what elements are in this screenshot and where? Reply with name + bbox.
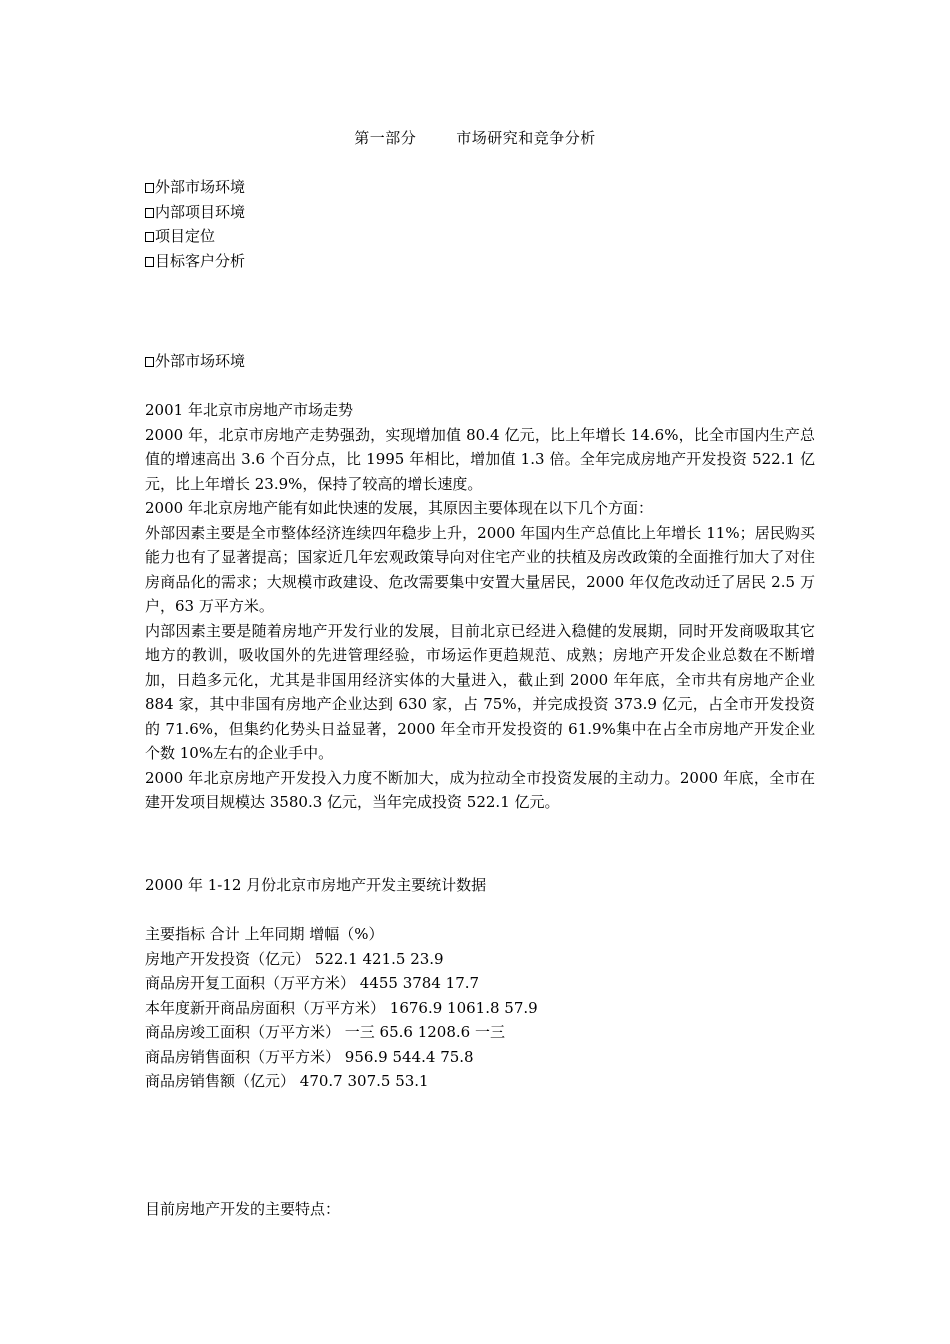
subheading: 2001 年北京市房地产市场走势 <box>145 401 353 419</box>
stats-row: 本年度新开商品房面积（万平方米） 1676.9 1061.8 57.9 <box>145 998 538 1017</box>
stats-title: 2000 年 1-12 月份北京市房地产开发主要统计数据 <box>145 876 487 894</box>
checkbox-icon <box>145 232 154 242</box>
title-name: 市场研究和竞争分析 <box>456 129 596 147</box>
stats-header: 主要指标 合计 上年同期 增幅（%） <box>145 925 384 943</box>
paragraph: 2000 年，北京市房地产走势强劲，实现增加值 80.4 亿元，比上年增长 14.6%，比全市国内生产总值的增速高出 3.6 个百分点，比 1995 年相比，增加值 1.3 倍。全年完成房地产开发投资 522.1 亿元，比上年增长 23.9%，保持了较高的增长速度。 <box>145 425 815 493</box>
stats-row: 商品房竣工面积（万平方米） 一三 65.6 1208.6 一三 <box>145 1023 505 1041</box>
title-part: 第一部分 <box>354 129 417 147</box>
checkbox-icon <box>145 357 154 367</box>
toc-item: 项目定位 <box>145 224 815 249</box>
checkbox-icon <box>145 208 154 218</box>
paragraph: 2000 年北京房地产开发投入力度不断加大，成为拉动全市投资发展的主动力。2000 年底，全市在建开发项目规模达 3580.3 亿元，当年完成投资 522.1 亿元。 <box>145 768 815 811</box>
page-title <box>0 128 950 148</box>
body-text <box>145 398 815 815</box>
paragraph: 内部因素主要是随着房地产开发行业的发展，目前北京已经进入稳健的发展期，同时开发商吸取其它地方的教训，吸收国外的先进管理经验，市场运作更趋规范、成熟；房地产开发企业总数在不断增加，日趋多元化，尤其是非国用经济实体的大量进入，截止到 2000 年年底，全市共有房地产企业 884 家，其中非国有房地产企业达到 630 家，占 75%，并完成投资 373.9 亿元，占全市开发投资的 71.6%，但集约化势头日益显著，2000 年全市开发投资的 61.9%集中在占全市房地产开发企业个数 10%左右的企业手中。 <box>145 621 815 762</box>
toc-list <box>145 175 815 273</box>
stats-row: 商品房销售面积（万平方米） 956.9 544.4 75.8 <box>145 1047 474 1066</box>
closing-heading: 目前房地产开发的主要特点： <box>145 1200 341 1218</box>
stats-row: 房地产开发投资（亿元） 522.1 421.5 23.9 <box>145 949 444 968</box>
toc-item: 外部市场环境 <box>145 175 815 200</box>
stats-row: 商品房销售额（亿元） 470.7 307.5 53.1 <box>145 1072 429 1090</box>
stats-row: 商品房开复工面积（万平方米） 4455 3784 17.7 <box>145 974 480 992</box>
toc-item: 目标客户分析 <box>145 249 815 274</box>
toc-item: 内部项目环境 <box>145 200 815 225</box>
checkbox-icon <box>145 257 154 267</box>
section-heading: 外部市场环境 <box>145 349 815 374</box>
stats-table <box>145 922 815 1094</box>
checkbox-icon <box>145 183 154 193</box>
paragraph: 2000 年北京房地产能有如此快速的发展，其原因主要体现在以下几个方面： <box>145 499 653 517</box>
paragraph: 外部因素主要是全市整体经济连续四年稳步上升，2000 年国内生产总值比上年增长 11%；居民购买能力也有了显著提高；国家近几年宏观政策导向对住宅产业的扶植及房改政策的全面推行加大了对住房商品化的需求；大规模市政建设、危改需要集中安置大量居民，2000 年仅危改动迁了居民 2.5 万户，63 万平方米。 <box>145 523 815 615</box>
